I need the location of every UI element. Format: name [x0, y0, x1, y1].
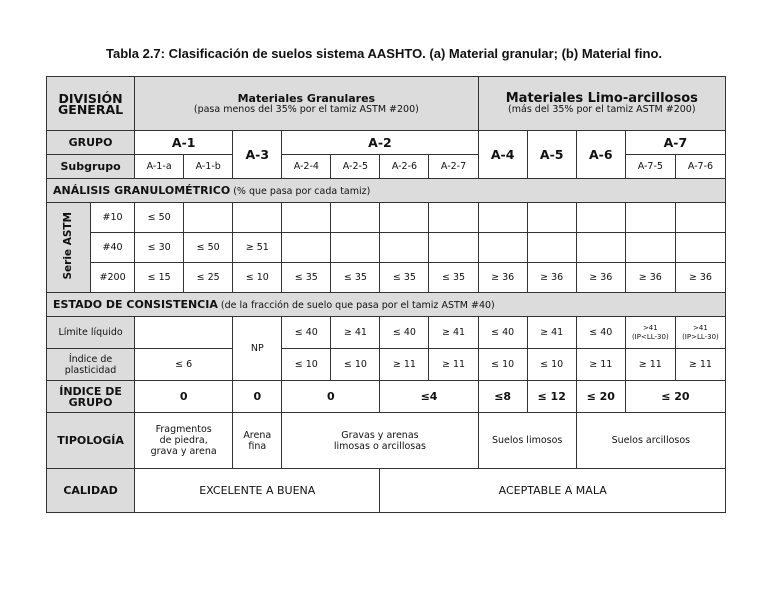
- table-cell: >41 (IP<LL-30): [625, 317, 675, 349]
- table-cell: [576, 203, 625, 233]
- consistencia-note: (de la fracción de suelo que pasa por el tamiz ASTM #40): [220, 299, 495, 311]
- table-cell: ≤ 10: [282, 349, 331, 381]
- table-cell: ≥ 11: [675, 349, 725, 381]
- table-cell: ≥ 11: [429, 349, 478, 381]
- fino-header: [478, 77, 725, 131]
- table-cell: ≥ 41: [331, 317, 380, 349]
- indice-grupo-value: 0: [282, 381, 380, 413]
- analisis-note: (% que pasa por cada tamiz): [233, 185, 371, 197]
- subgroup-a-1-b: A-1-b: [184, 155, 233, 179]
- table-cell: ≥ 11: [576, 349, 625, 381]
- table-cell: ≤ 30: [135, 233, 184, 263]
- table-cell: [478, 203, 527, 233]
- indice-grupo-value: ≤8: [478, 381, 527, 413]
- serie-astm-label: [47, 203, 91, 293]
- granular-header: [135, 77, 479, 131]
- sieve-label: #40: [91, 233, 135, 263]
- group-a2: A-2: [282, 131, 478, 155]
- table-cell: ≤ 35: [331, 263, 380, 293]
- indice-grupo-value: ≤ 12: [527, 381, 576, 413]
- group-a6: A-6: [576, 131, 625, 179]
- analisis-title: ANÁLISIS GRANULOMÉTRICO: [53, 183, 231, 197]
- group-a7: A-7: [625, 131, 725, 155]
- indice-plasticidad-label: Índice de plasticidad: [47, 349, 135, 381]
- subgroup-a-1-a: A-1-a: [135, 155, 184, 179]
- indice-grupo-value: 0: [135, 381, 233, 413]
- table-cell: [429, 203, 478, 233]
- group-a5: A-5: [527, 131, 576, 179]
- fino-subtitle: (más del 35% por el tamiz ASTM #200): [508, 103, 696, 115]
- tipologia-value: Suelos limosos: [478, 413, 576, 469]
- indice-grupo-value: 0: [233, 381, 282, 413]
- np-cell: NP: [233, 317, 282, 381]
- sieve-row: [47, 203, 726, 233]
- table-cell: ≥ 11: [625, 349, 675, 381]
- sieve-label: #10: [91, 203, 135, 233]
- granular-subtitle: (pasa menos del 35% por el tamiz ASTM #200): [193, 103, 419, 115]
- granular-title: Materiales Granulares: [237, 91, 376, 105]
- indice-grupo-label: ÍNDICE DE GRUPO: [47, 381, 135, 413]
- table-cell: [135, 317, 233, 349]
- indice-grupo-value: ≤ 20: [576, 381, 625, 413]
- table-cell: ≤ 10: [478, 349, 527, 381]
- sieve-row: [47, 233, 726, 263]
- sieve-label: #200: [91, 263, 135, 293]
- table-cell: ≤ 35: [429, 263, 478, 293]
- table-cell: ≥ 11: [380, 349, 429, 381]
- sieve-row: [47, 263, 726, 293]
- table-cell: [184, 203, 233, 233]
- serie-astm-text: Serie ASTM: [62, 212, 75, 280]
- table-cell: [625, 203, 675, 233]
- tipologia-value: Gravas y arenas limosas o arcillosas: [282, 413, 478, 469]
- table-cell: [282, 233, 331, 263]
- subgroup-a-2-5: A-2-5: [331, 155, 380, 179]
- table-cell: ≥ 36: [478, 263, 527, 293]
- table-cell: ≥ 36: [527, 263, 576, 293]
- tipologia-value: Arena fina: [233, 413, 282, 469]
- table-cell: [282, 203, 331, 233]
- table-cell: ≤ 40: [576, 317, 625, 349]
- calidad-value: EXCELENTE A BUENA: [135, 469, 380, 513]
- indice-grupo-value: ≤ 20: [625, 381, 725, 413]
- aashto-classification-table: [46, 76, 726, 513]
- consistencia-section-header: [47, 293, 726, 317]
- table-cell: [331, 203, 380, 233]
- table-cell: ≤ 35: [380, 263, 429, 293]
- division-general-label: DIVISIÓN GENERAL: [47, 77, 135, 131]
- subgroup-a-7-6: A-7-6: [675, 155, 725, 179]
- subgrupo-label: Subgrupo: [47, 155, 135, 179]
- table-cell: [380, 233, 429, 263]
- calidad-label: CALIDAD: [47, 469, 135, 513]
- table-cell: ≤ 35: [282, 263, 331, 293]
- table-cell: [527, 233, 576, 263]
- group-a3: A-3: [233, 131, 282, 179]
- consistencia-title: ESTADO DE CONSISTENCIA: [53, 297, 218, 311]
- fino-title: Materiales Limo-arcillosos: [505, 90, 698, 106]
- table-cell: [331, 233, 380, 263]
- table-cell: ≤ 40: [478, 317, 527, 349]
- tipologia-value: Suelos arcillosos: [576, 413, 725, 469]
- table-caption: Tabla 2.7: Clasificación de suelos sistema AASHTO. (a) Material granular; (b) Material fino.: [105, 46, 662, 61]
- table-cell: ≤ 10: [331, 349, 380, 381]
- indice-grupo-value: ≤4: [380, 381, 478, 413]
- table-cell: ≤ 6: [135, 349, 233, 381]
- table-cell: [380, 203, 429, 233]
- tipologia-label: TIPOLOGÍA: [47, 413, 135, 469]
- tipologia-value: Fragmentos de piedra, grava y arena: [135, 413, 233, 469]
- table-cell: ≥ 51: [233, 233, 282, 263]
- subgroup-a-2-4: A-2-4: [282, 155, 331, 179]
- table-cell: ≥ 36: [675, 263, 725, 293]
- limite-liquido-label: Límite líquido: [47, 317, 135, 349]
- subgroup-a-7-5: A-7-5: [625, 155, 675, 179]
- grupo-label: GRUPO: [47, 131, 135, 155]
- table-cell: ≤ 15: [135, 263, 184, 293]
- table-cell: [576, 233, 625, 263]
- table-cell: ≥ 41: [527, 317, 576, 349]
- subgroup-a-2-6: A-2-6: [380, 155, 429, 179]
- analisis-section-header: [47, 179, 726, 203]
- table-cell: ≤ 50: [184, 233, 233, 263]
- table-cell: [625, 233, 675, 263]
- subgroup-a-2-7: A-2-7: [429, 155, 478, 179]
- table-cell: ≤ 10: [527, 349, 576, 381]
- table-cell: ≤ 40: [380, 317, 429, 349]
- table-cell: >41 (IP>LL-30): [675, 317, 725, 349]
- table-cell: ≥ 36: [576, 263, 625, 293]
- group-a1: A-1: [135, 131, 233, 155]
- table-cell: [233, 203, 282, 233]
- table-cell: [429, 233, 478, 263]
- calidad-value: ACEPTABLE A MALA: [380, 469, 726, 513]
- table-cell: ≤ 25: [184, 263, 233, 293]
- table-cell: [675, 233, 725, 263]
- table-cell: ≤ 10: [233, 263, 282, 293]
- table-cell: ≤ 40: [282, 317, 331, 349]
- table-cell: [527, 203, 576, 233]
- table-cell: ≤ 50: [135, 203, 184, 233]
- group-a4: A-4: [478, 131, 527, 179]
- table-cell: [675, 203, 725, 233]
- table-cell: ≥ 36: [625, 263, 675, 293]
- table-cell: [478, 233, 527, 263]
- table-cell: ≥ 41: [429, 317, 478, 349]
